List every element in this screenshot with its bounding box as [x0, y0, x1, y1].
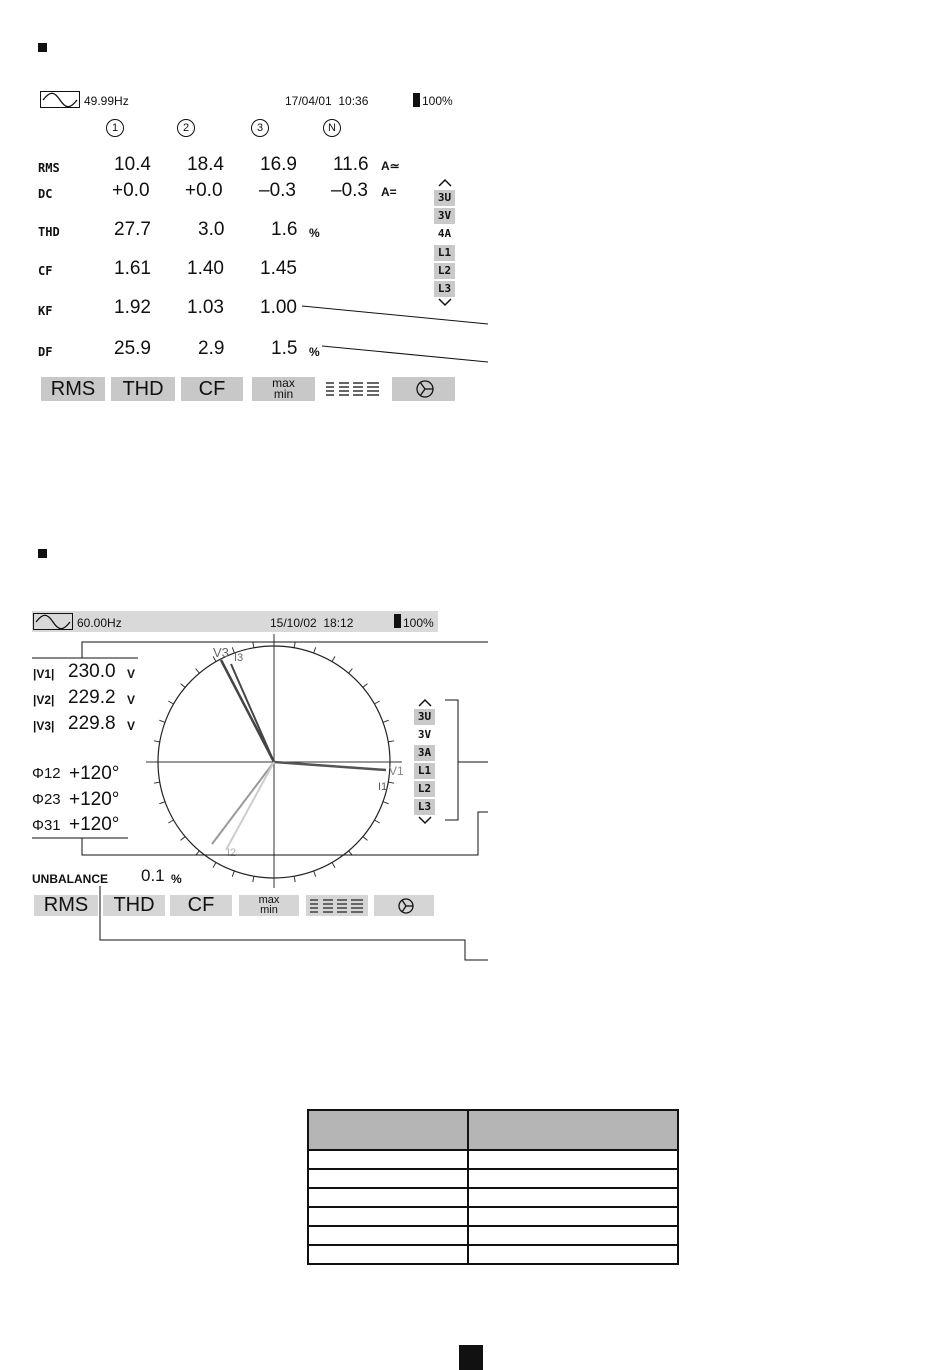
unbalance-unit: % — [171, 872, 182, 886]
value-ch1: 27.7 — [114, 219, 151, 240]
table-cell — [468, 1150, 678, 1169]
value-ch2: 2.9 — [198, 338, 225, 359]
empty-table — [307, 1109, 679, 1265]
v1-abs-label: |V1| — [33, 667, 55, 681]
unbalance-value: 0.1 — [141, 866, 165, 885]
circle-tick — [388, 782, 394, 783]
callout-lines-1 — [0, 0, 950, 420]
harmonics-bars-icon — [306, 895, 368, 916]
unbalance-label: UNBALANCE — [32, 872, 108, 886]
table-cell — [308, 1188, 468, 1207]
softkey-harmonics[interactable] — [306, 895, 368, 916]
v3-unit: V — [127, 719, 136, 733]
page-marker — [459, 1345, 483, 1370]
sidebar-item-4a[interactable]: 4A — [437, 227, 452, 240]
circle-tick — [374, 701, 379, 704]
value-ch1: +0.0 — [112, 180, 150, 201]
min-label: min — [273, 387, 294, 401]
v1-label: V1 — [389, 764, 404, 778]
value-ch3: 1.5 — [271, 338, 298, 359]
v3-label: V3 — [213, 645, 229, 660]
table-header-row — [308, 1110, 678, 1150]
value-ch3: 1.45 — [260, 258, 297, 279]
circle-tick — [332, 862, 335, 867]
v1-unit: V — [127, 667, 136, 681]
sidebar-item-l1[interactable]: L1 — [414, 763, 435, 779]
softkey-cf[interactable]: CF — [181, 377, 243, 401]
unit: % — [309, 345, 320, 359]
softkey-max-min[interactable] — [252, 377, 315, 401]
circle-tick — [294, 642, 295, 648]
sidebar-item-3v[interactable]: 3V — [434, 208, 455, 224]
phase-31-value: +120° — [69, 814, 120, 835]
channel-2-header: 2 — [177, 119, 195, 137]
v1-value: 230.0 — [68, 661, 116, 682]
i2-vector — [226, 762, 274, 850]
unit: % — [309, 226, 320, 240]
phasor-icon — [374, 895, 434, 916]
table-row — [308, 1226, 678, 1245]
table-cell — [468, 1245, 678, 1264]
circle-tick — [181, 837, 186, 841]
v2-abs-label: |V2| — [33, 693, 55, 707]
circle-tick — [383, 720, 389, 722]
table-row — [308, 1245, 678, 1264]
phase-31-label: Φ31 — [32, 817, 61, 834]
sidebar-item-3u[interactable]: 3U — [434, 190, 455, 206]
value-chn: 11.6 — [333, 154, 369, 175]
circle-tick — [181, 684, 186, 688]
battery-level: 100% — [422, 94, 453, 108]
table-cell — [468, 1188, 678, 1207]
table-cell — [308, 1245, 468, 1264]
sidebar-item-l2[interactable]: L2 — [434, 263, 455, 279]
table-row — [308, 1207, 678, 1226]
value-ch3: 1.00 — [260, 297, 297, 318]
circle-tick — [159, 802, 165, 804]
circle-tick — [168, 820, 173, 823]
value-ch3: 16.9 — [260, 154, 297, 175]
channel-n-header: N — [323, 119, 341, 137]
circle-tick — [363, 684, 368, 688]
sine-wave-icon — [33, 613, 73, 630]
softkey-rms[interactable]: RMS — [41, 377, 105, 401]
value-ch2: 18.4 — [187, 154, 224, 175]
phase-23-label: Φ23 — [32, 791, 61, 808]
sidebar-item-l3[interactable]: L3 — [414, 799, 435, 815]
table-cell — [308, 1207, 468, 1226]
value-ch1: 1.92 — [114, 297, 151, 318]
i2-label: I2 — [227, 847, 237, 859]
circle-tick — [383, 802, 389, 804]
circle-tick — [314, 871, 316, 877]
circle-tick — [332, 656, 335, 661]
phasor-icon — [392, 377, 455, 401]
scroll-up-icon[interactable] — [417, 698, 433, 707]
table-row — [308, 1150, 678, 1169]
value-ch1: 1.61 — [114, 258, 151, 279]
softkey-thd[interactable]: THD — [103, 895, 165, 916]
circle-tick — [154, 741, 160, 742]
v2-unit: V — [127, 693, 136, 707]
datetime-readout: 15/10/02 18:12 — [270, 616, 354, 630]
softkey-phasor[interactable] — [392, 377, 455, 401]
phase-12-label: Φ12 — [32, 765, 61, 782]
phase-23-value: +120° — [69, 789, 120, 810]
table-cell — [468, 1226, 678, 1245]
softkey-thd[interactable]: THD — [111, 377, 175, 401]
channel-3-header: 3 — [251, 119, 269, 137]
table-header-cell — [468, 1110, 678, 1150]
circle-tick — [253, 876, 254, 882]
max-label: max — [272, 376, 295, 390]
value-ch2: 1.40 — [187, 258, 224, 279]
section-bullet-2 — [38, 549, 47, 558]
harmonics-bars-icon — [322, 377, 384, 401]
v1-vector — [274, 762, 386, 770]
softkey-cf[interactable]: CF — [170, 895, 232, 916]
circle-tick — [363, 837, 368, 841]
sidebar-item-3v[interactable]: 3V — [417, 728, 432, 741]
table-cell — [308, 1150, 468, 1169]
row-label: RMS — [38, 161, 60, 175]
unit: A≃ — [381, 159, 400, 173]
table-cell — [468, 1169, 678, 1188]
softkey-max-min[interactable] — [239, 895, 299, 916]
value-ch1: 25.9 — [114, 338, 151, 359]
scroll-down-icon[interactable] — [417, 816, 433, 825]
circle-tick — [349, 669, 353, 674]
value-ch1: 10.4 — [114, 154, 151, 175]
sidebar-item-l3[interactable]: L3 — [434, 281, 455, 297]
circle-tick — [374, 820, 379, 823]
row-label: THD — [38, 225, 60, 239]
v3-vector — [221, 660, 274, 762]
sidebar-item-3u[interactable]: 3U — [414, 709, 435, 725]
value-ch3: –0.3 — [259, 180, 296, 201]
value-ch2: 1.03 — [187, 297, 224, 318]
table-cell — [308, 1169, 468, 1188]
circle-tick — [159, 720, 165, 722]
table-cell — [308, 1226, 468, 1245]
sidebar-item-l1[interactable]: L1 — [434, 245, 455, 261]
max-label: max — [258, 894, 280, 906]
circle-tick — [213, 862, 216, 867]
circle-tick — [196, 669, 200, 674]
v2-value: 229.2 — [68, 687, 116, 708]
i3-vector — [231, 664, 274, 762]
circle-tick — [253, 642, 254, 648]
phase-12-value: +120° — [69, 763, 120, 784]
value-chn: –0.3 — [331, 180, 368, 201]
v3-abs-label: |V3| — [33, 719, 55, 733]
circle-tick — [294, 876, 295, 882]
softkey-harmonics[interactable] — [322, 377, 384, 401]
value-ch3: 1.6 — [271, 219, 298, 240]
value-ch2: 3.0 — [198, 219, 225, 240]
row-label: CF — [38, 264, 53, 278]
i3-label: I3 — [234, 652, 244, 664]
circle-tick — [388, 741, 394, 742]
softkey-phasor[interactable] — [374, 895, 434, 916]
unit: A= — [381, 185, 397, 199]
battery-icon — [394, 614, 401, 628]
min-label: min — [260, 904, 278, 916]
softkey-rms[interactable]: RMS — [34, 895, 98, 916]
table-cell — [468, 1207, 678, 1226]
circle-tick — [314, 647, 316, 653]
row-label: KF — [38, 304, 53, 318]
value-ch2: +0.0 — [185, 180, 223, 201]
row-label: DF — [38, 345, 53, 359]
channel-1-header: 1 — [106, 119, 124, 137]
table-row — [308, 1169, 678, 1188]
row-label: DC — [38, 187, 53, 201]
circle-tick — [232, 871, 234, 877]
table-header-cell — [308, 1110, 468, 1150]
v3-value: 229.8 — [68, 713, 116, 734]
table-row — [308, 1188, 678, 1207]
datetime-readout: 17/04/01 10:36 — [285, 94, 369, 108]
frequency-readout: 60.00Hz — [77, 616, 122, 630]
circle-tick — [168, 701, 173, 704]
frequency-readout: 49.99Hz — [84, 94, 129, 108]
sidebar-item-3a[interactable]: 3A — [414, 745, 435, 761]
circle-tick — [154, 782, 160, 783]
battery-level: 100% — [403, 616, 434, 630]
sidebar-item-l2[interactable]: L2 — [414, 781, 435, 797]
v2-vector — [212, 762, 274, 844]
i1-label: I1 — [378, 781, 388, 793]
